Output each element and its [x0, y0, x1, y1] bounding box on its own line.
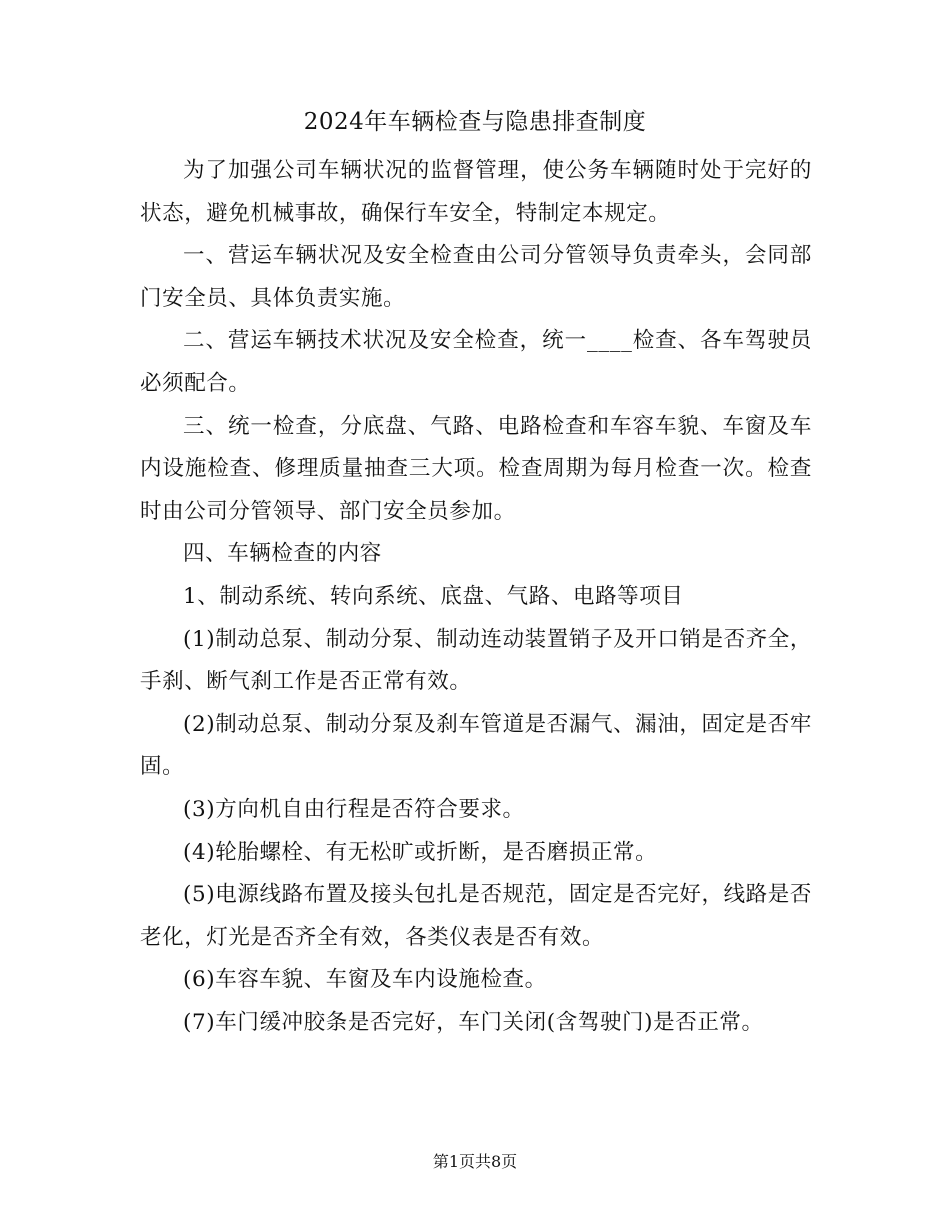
paragraph-intro: 为了加强公司车辆状况的监督管理，使公务车辆随时处于完好的状态，避免机械事故，确保行车安全，特制定本规定。	[140, 158, 812, 226]
paragraph-subitem-5: (5)电源线路布置及接头包扎是否规范，固定是否完好，线路是否老化，灯光是否齐全有效，各类仪表是否有效。	[140, 882, 812, 950]
document-body	[140, 150, 812, 1044]
paragraph-subitem-1: (1)制动总泵、制动分泵、制动连动装置销子及开口销是否齐全，手刹、断气刹工作是否正常有效。	[140, 626, 812, 695]
paragraph-section-3: 三、统一检查，分底盘、气路、电路检查和车容车貌、车窗及车内设施检查、修理质量抽查三大项。检查周期为每月检查一次。检查时由公司分管领导、部门安全员参加。	[140, 413, 812, 524]
document-title: 2024年车辆检查与隐患排查制度	[303, 109, 647, 135]
paragraph-item-1: 1、制动系统、转向系统、底盘、气路、电路等项目	[183, 583, 684, 609]
paragraph-section-1: 一、营运车辆状况及安全检查由公司分管领导负责牵头，会同部门安全员、具体负责实施。	[140, 243, 812, 311]
paragraph-subitem-7: (7)车门缓冲胶条是否完好，车门关闭(含驾驶门)是否正常。	[183, 1009, 764, 1035]
page-number-footer: 第1页共8页	[432, 1152, 518, 1171]
paragraph-section-2: 二、营运车辆技术状况及安全检查，统一____检查、各车驾驶员必须配合。	[140, 328, 812, 396]
paragraph-subitem-6: (6)车容车貌、车窗及车内设施检查。	[183, 967, 547, 993]
paragraph-subitem-2: (2)制动总泵、制动分泵及刹车管道是否漏气、漏油，固定是否牢固。	[140, 711, 812, 780]
paragraph-subitem-3: (3)方向机自由行程是否符合要求。	[183, 796, 525, 822]
paragraph-subitem-4: (4)轮胎螺栓、有无松旷或折断，是否磨损正常。	[183, 839, 658, 865]
paragraph-section-4: 四、车辆检查的内容	[183, 541, 382, 567]
